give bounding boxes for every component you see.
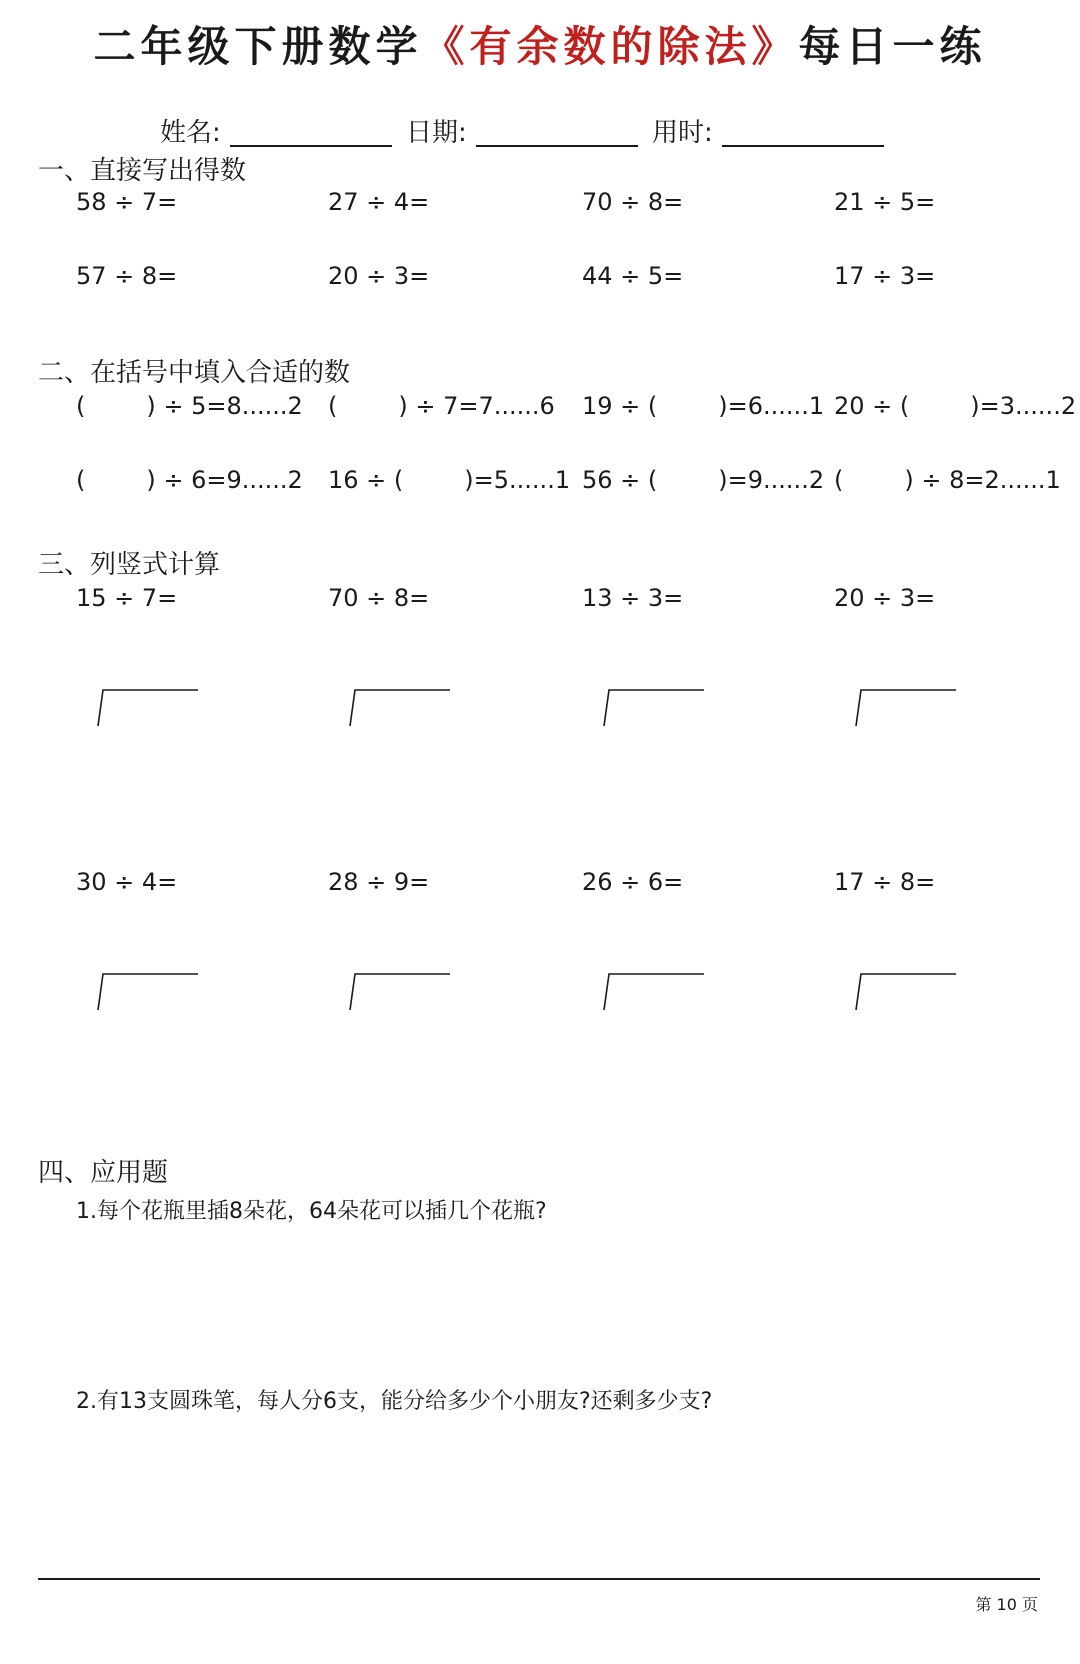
problem-1-7: 44 ÷ 5= <box>582 262 684 290</box>
footer-divider <box>38 1578 1040 1580</box>
word-problem-1: 1.每个花瓶里插8朵花，64朵花可以插几个花瓶? <box>76 1199 547 1224</box>
date-label: 日期: <box>406 118 467 148</box>
long-division-bracket <box>94 688 204 728</box>
title-highlight: 《有余数的除法》 <box>422 22 799 71</box>
problem-2-7: 56 ÷ ( )=9......2 <box>582 466 825 494</box>
problem-1-5: 57 ÷ 8= <box>76 262 178 290</box>
long-division-bracket <box>852 972 962 1012</box>
section-2-heading: 二、在括号中填入合适的数 <box>38 358 351 388</box>
word-problem-2: 2.有13支圆珠笔，每人分6支，能分给多少个小朋友?还剩多少支? <box>76 1389 713 1414</box>
problem-1-4: 21 ÷ 5= <box>834 188 936 216</box>
title-prefix: 二年级下册数学 <box>93 22 423 71</box>
long-division-bracket <box>346 688 456 728</box>
problem-2-6: 16 ÷ ( )=5......1 <box>328 466 571 494</box>
problem-3-1: 15 ÷ 7= <box>76 584 178 612</box>
problem-1-2: 27 ÷ 4= <box>328 188 430 216</box>
problem-3-4: 20 ÷ 3= <box>834 584 936 612</box>
problem-2-4: 20 ÷ ( )=3......2 <box>834 392 1077 420</box>
page-number: 第 10 页 <box>975 1595 1038 1614</box>
long-division-bracket <box>852 688 962 728</box>
long-division-bracket <box>346 972 456 1012</box>
problem-2-2: ( ) ÷ 7=7......6 <box>328 392 555 420</box>
date-blank[interactable] <box>476 145 638 147</box>
problem-2-5: ( ) ÷ 6=9......2 <box>76 466 303 494</box>
long-division-bracket <box>600 972 710 1012</box>
problem-3-7: 26 ÷ 6= <box>582 868 684 896</box>
problem-2-8: ( ) ÷ 8=2......1 <box>834 466 1061 494</box>
problem-3-5: 30 ÷ 4= <box>76 868 178 896</box>
long-division-bracket <box>600 688 710 728</box>
problem-3-3: 13 ÷ 3= <box>582 584 684 612</box>
section-1-heading: 一、直接写出得数 <box>38 156 247 186</box>
problem-1-1: 58 ÷ 7= <box>76 188 178 216</box>
problem-3-2: 70 ÷ 8= <box>328 584 430 612</box>
long-division-bracket <box>94 972 204 1012</box>
problem-1-3: 70 ÷ 8= <box>582 188 684 216</box>
section-3-heading: 三、列竖式计算 <box>38 550 221 580</box>
problem-2-3: 19 ÷ ( )=6......1 <box>582 392 825 420</box>
problem-3-8: 17 ÷ 8= <box>834 868 936 896</box>
problem-1-8: 17 ÷ 3= <box>834 262 936 290</box>
problem-2-1: ( ) ÷ 5=8......2 <box>76 392 303 420</box>
name-blank[interactable] <box>230 145 392 147</box>
time-label: 用时: <box>652 118 713 148</box>
time-blank[interactable] <box>722 145 884 147</box>
name-label: 姓名: <box>160 118 221 148</box>
problem-1-6: 20 ÷ 3= <box>328 262 430 290</box>
worksheet-title <box>0 14 1080 74</box>
title-suffix: 每日一练 <box>798 22 987 71</box>
section-4-heading: 四、应用题 <box>38 1158 169 1188</box>
student-info-row <box>160 112 960 152</box>
problem-3-6: 28 ÷ 9= <box>328 868 430 896</box>
